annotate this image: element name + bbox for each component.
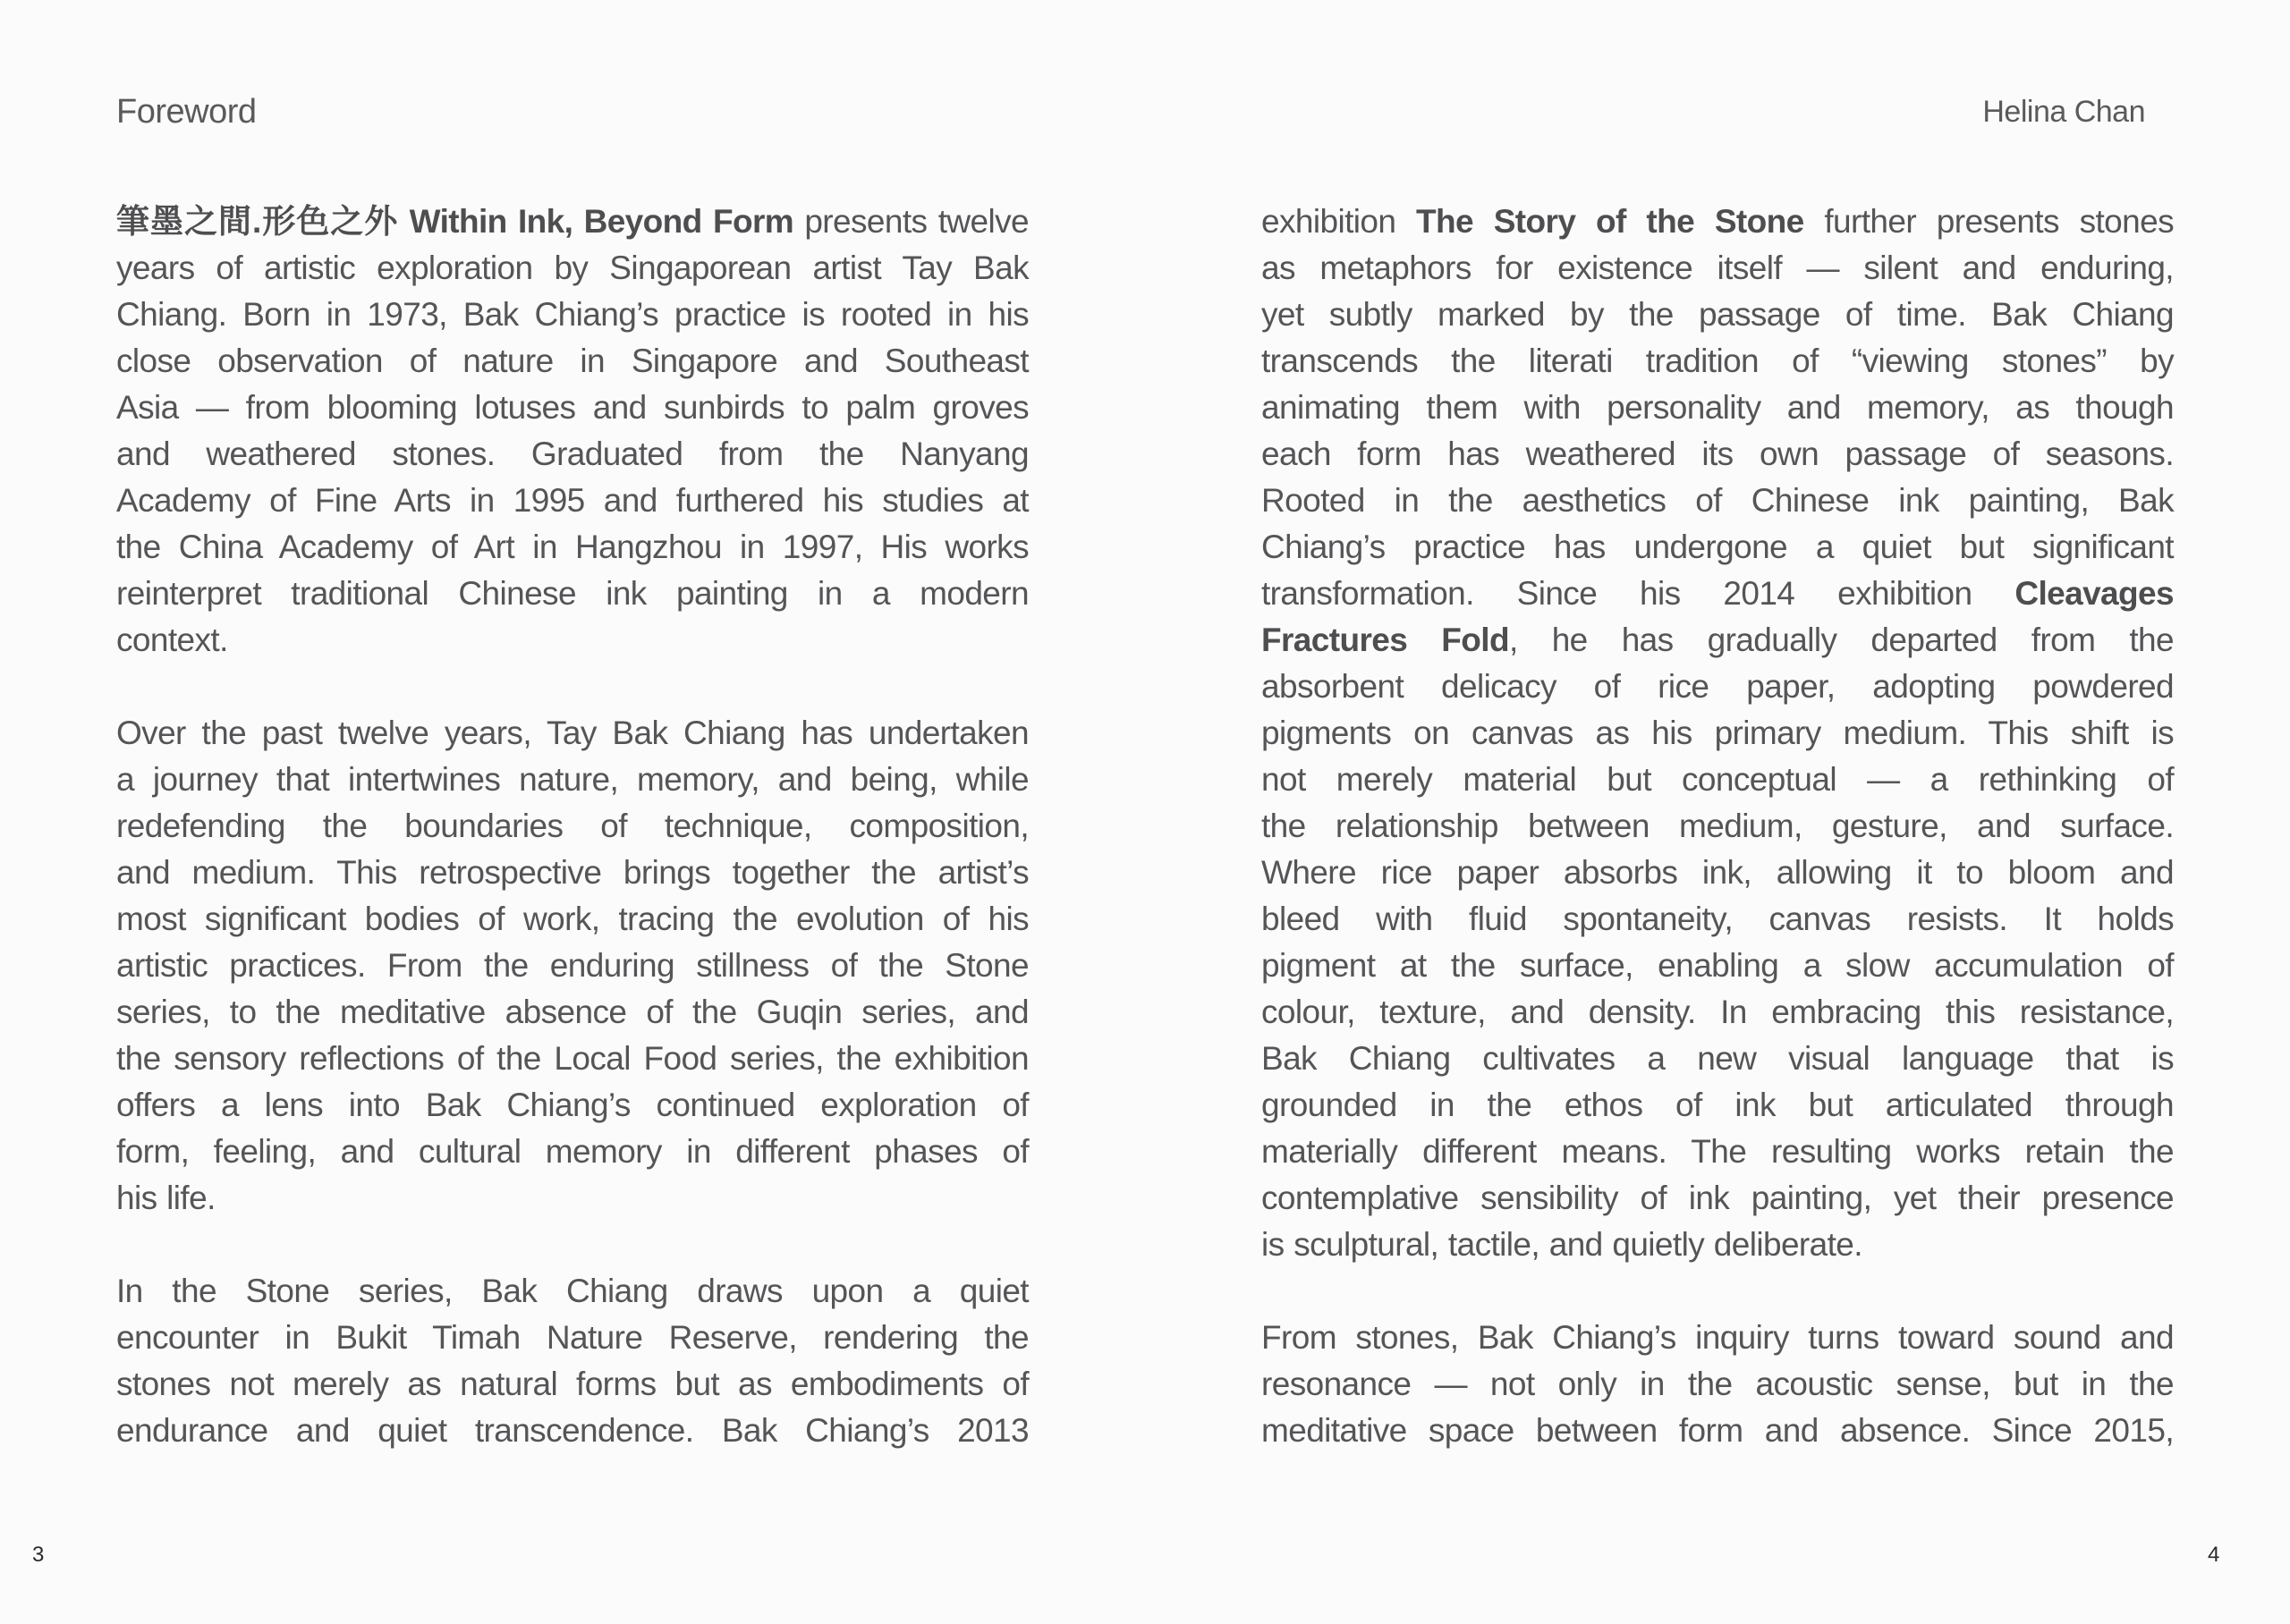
text-line (1261, 478, 2174, 524)
body-text: redefending the boundaries of technique, composition, (116, 808, 1029, 844)
text-line (1261, 199, 2174, 245)
text-line (116, 1408, 1029, 1454)
text-line (1261, 1408, 2174, 1454)
body-text: close observation of nature in Singapore and Southeast (116, 343, 1029, 379)
text-line (1261, 1129, 2174, 1175)
body-text: contemplative sensibility of ink painting, yet their presence (1261, 1180, 2174, 1216)
text-line (1261, 1175, 2174, 1222)
body-text: as metaphors for existence itself — silent and enduring, (1261, 250, 2174, 286)
body-text: offers a lens into Bak Chiang’s continued exploration of (116, 1087, 1029, 1123)
body-text: grounded in the ethos of ink but articulated through (1261, 1087, 2174, 1123)
paragraph (116, 199, 1029, 664)
body-text: transcends the literati tradition of “viewing stones” by (1261, 343, 2174, 379)
text-line (116, 757, 1029, 803)
text-line (116, 1082, 1029, 1129)
text-line (116, 292, 1029, 338)
text-line (1261, 385, 2174, 431)
body-text: pigment at the surface, enabling a slow accumulation of (1261, 947, 2174, 984)
text-line (1261, 245, 2174, 292)
body-text: his life. (116, 1180, 216, 1216)
body-text: series, to the meditative absence of the Guqin series, and (116, 994, 1029, 1030)
text-line (116, 1036, 1029, 1082)
text-line (116, 1315, 1029, 1361)
bold-title-text: Within Ink, Beyond Form (409, 203, 794, 240)
body-text: Chiang’s practice has undergone a quiet but significant (1261, 529, 2174, 565)
text-line (1261, 524, 2174, 571)
text-line (116, 989, 1029, 1036)
body-text: resonance — not only in the acoustic sense, but in the (1261, 1366, 2174, 1402)
text-line (116, 524, 1029, 571)
left-page-body (116, 199, 1029, 1501)
text-line (116, 199, 1029, 245)
body-text: pigments on canvas as his primary medium. This shift is (1261, 715, 2174, 751)
text-line (1261, 431, 2174, 478)
body-text: most significant bodies of work, tracing the evolution of his (116, 901, 1029, 937)
author-name: Helina Chan (1982, 95, 2145, 129)
text-line (116, 1268, 1029, 1315)
page-number-right: 4 (2208, 1543, 2220, 1567)
body-text: colour, texture, and density. In embracing this resistance, (1261, 994, 2174, 1030)
paragraph (1261, 1315, 2174, 1454)
text-line (1261, 571, 2174, 617)
body-text: Academy of Fine Arts in 1995 and furthered his studies at (116, 482, 1029, 519)
text-line (1261, 803, 2174, 850)
text-line (1261, 710, 2174, 757)
text-line (1261, 757, 2174, 803)
body-text: each form has weathered its own passage of seasons. (1261, 436, 2174, 472)
body-text: further presents stones (1803, 203, 2174, 240)
body-text: and medium. This retrospective brings together the artist’s (116, 854, 1029, 891)
body-text: From stones, Bak Chiang’s inquiry turns toward sound and (1261, 1319, 2174, 1356)
body-text: not merely material but conceptual — a rethinking of (1261, 761, 2174, 798)
text-line (116, 617, 1029, 664)
text-line (1261, 943, 2174, 989)
text-line (116, 943, 1029, 989)
text-line (1261, 989, 2174, 1036)
body-text: and weathered stones. Graduated from the Nanyang (116, 436, 1029, 472)
bold-title-text: Cleavages (2014, 575, 2174, 612)
text-line (1261, 664, 2174, 710)
body-text: endurance and quiet transcendence. Bak Chiang’s 2013 (116, 1412, 1029, 1449)
text-line (116, 896, 1029, 943)
body-text: Over the past twelve years, Tay Bak Chiang has undertaken (116, 715, 1029, 751)
bold-title-text: Fractures Fold (1261, 622, 1509, 658)
text-line (116, 385, 1029, 431)
paragraph (116, 1268, 1029, 1454)
body-text: stones not merely as natural forms but as embodiments of (116, 1366, 1029, 1402)
body-text: bleed with fluid spontaneity, canvas resists. It holds (1261, 901, 2174, 937)
body-text: meditative space between form and absence. Since 2015, (1261, 1412, 2174, 1449)
text-line (116, 710, 1029, 757)
body-text: In the Stone series, Bak Chiang draws upon a quiet (116, 1273, 1029, 1309)
body-text: yet subtly marked by the passage of time. Bak Chiang (1261, 296, 2174, 333)
text-line (1261, 1315, 2174, 1361)
text-line (116, 850, 1029, 896)
body-text: is sculptural, tactile, and quietly deliberate. (1261, 1226, 1862, 1263)
body-text: the sensory reflections of the Local Food series, the exhibition (116, 1040, 1029, 1077)
text-line (116, 338, 1029, 385)
text-line (1261, 338, 2174, 385)
body-text: Where rice paper absorbs ink, allowing it to bloom and (1261, 854, 2174, 891)
body-text: Rooted in the aesthetics of Chinese ink painting, Bak (1261, 482, 2174, 519)
right-page-body (1261, 199, 2174, 1501)
text-line (116, 478, 1029, 524)
body-text: transformation. Since his 2014 exhibition (1261, 575, 2015, 612)
body-text: Chiang. Born in 1973, Bak Chiang’s practice is rooted in his (116, 296, 1029, 333)
body-text: absorbent delicacy of rice paper, adopting powdered (1261, 668, 2174, 705)
text-line (1261, 1036, 2174, 1082)
text-line (116, 571, 1029, 617)
paragraph (1261, 199, 2174, 1268)
text-line (1261, 896, 2174, 943)
body-text: years of artistic exploration by Singaporean artist Tay Bak (116, 250, 1029, 286)
bold-title-text: 筆墨之間.形色之外 (116, 203, 410, 240)
text-line (116, 245, 1029, 292)
body-text: presents twelve (793, 203, 1030, 240)
body-text: artistic practices. From the enduring stillness of the Stone (116, 947, 1029, 984)
paragraph (116, 710, 1029, 1222)
body-text: materially different means. The resulting works retain the (1261, 1133, 2174, 1170)
text-line (116, 1361, 1029, 1408)
section-title: Foreword (116, 93, 257, 131)
body-text: the relationship between medium, gesture, and surface. (1261, 808, 2174, 844)
body-text: , he has gradually departed from the (1508, 622, 2174, 658)
text-line (116, 1129, 1029, 1175)
body-text: animating them with personality and memory, as though (1261, 389, 2174, 426)
text-line (116, 431, 1029, 478)
body-text: reinterpret traditional Chinese ink painting in a modern (116, 575, 1029, 612)
text-line (116, 1175, 1029, 1222)
body-text: context. (116, 622, 228, 658)
text-line (1261, 292, 2174, 338)
body-text: Bak Chiang cultivates a new visual language that is (1261, 1040, 2174, 1077)
body-text: Asia — from blooming lotuses and sunbirds to palm groves (116, 389, 1029, 426)
bold-title-text: The Story of the Stone (1416, 203, 1804, 240)
page-number-left: 3 (32, 1543, 45, 1567)
text-line (1261, 1222, 2174, 1268)
body-text: the China Academy of Art in Hangzhou in 1997, His works (116, 529, 1029, 565)
text-line (1261, 850, 2174, 896)
body-text: encounter in Bukit Timah Nature Reserve, rendering the (116, 1319, 1029, 1356)
body-text: a journey that intertwines nature, memory, and being, while (116, 761, 1029, 798)
text-line (1261, 1082, 2174, 1129)
text-line (116, 803, 1029, 850)
body-text: form, feeling, and cultural memory in different phases of (116, 1133, 1029, 1170)
text-line (1261, 617, 2174, 664)
text-line (1261, 1361, 2174, 1408)
body-text: exhibition (1261, 203, 1417, 240)
